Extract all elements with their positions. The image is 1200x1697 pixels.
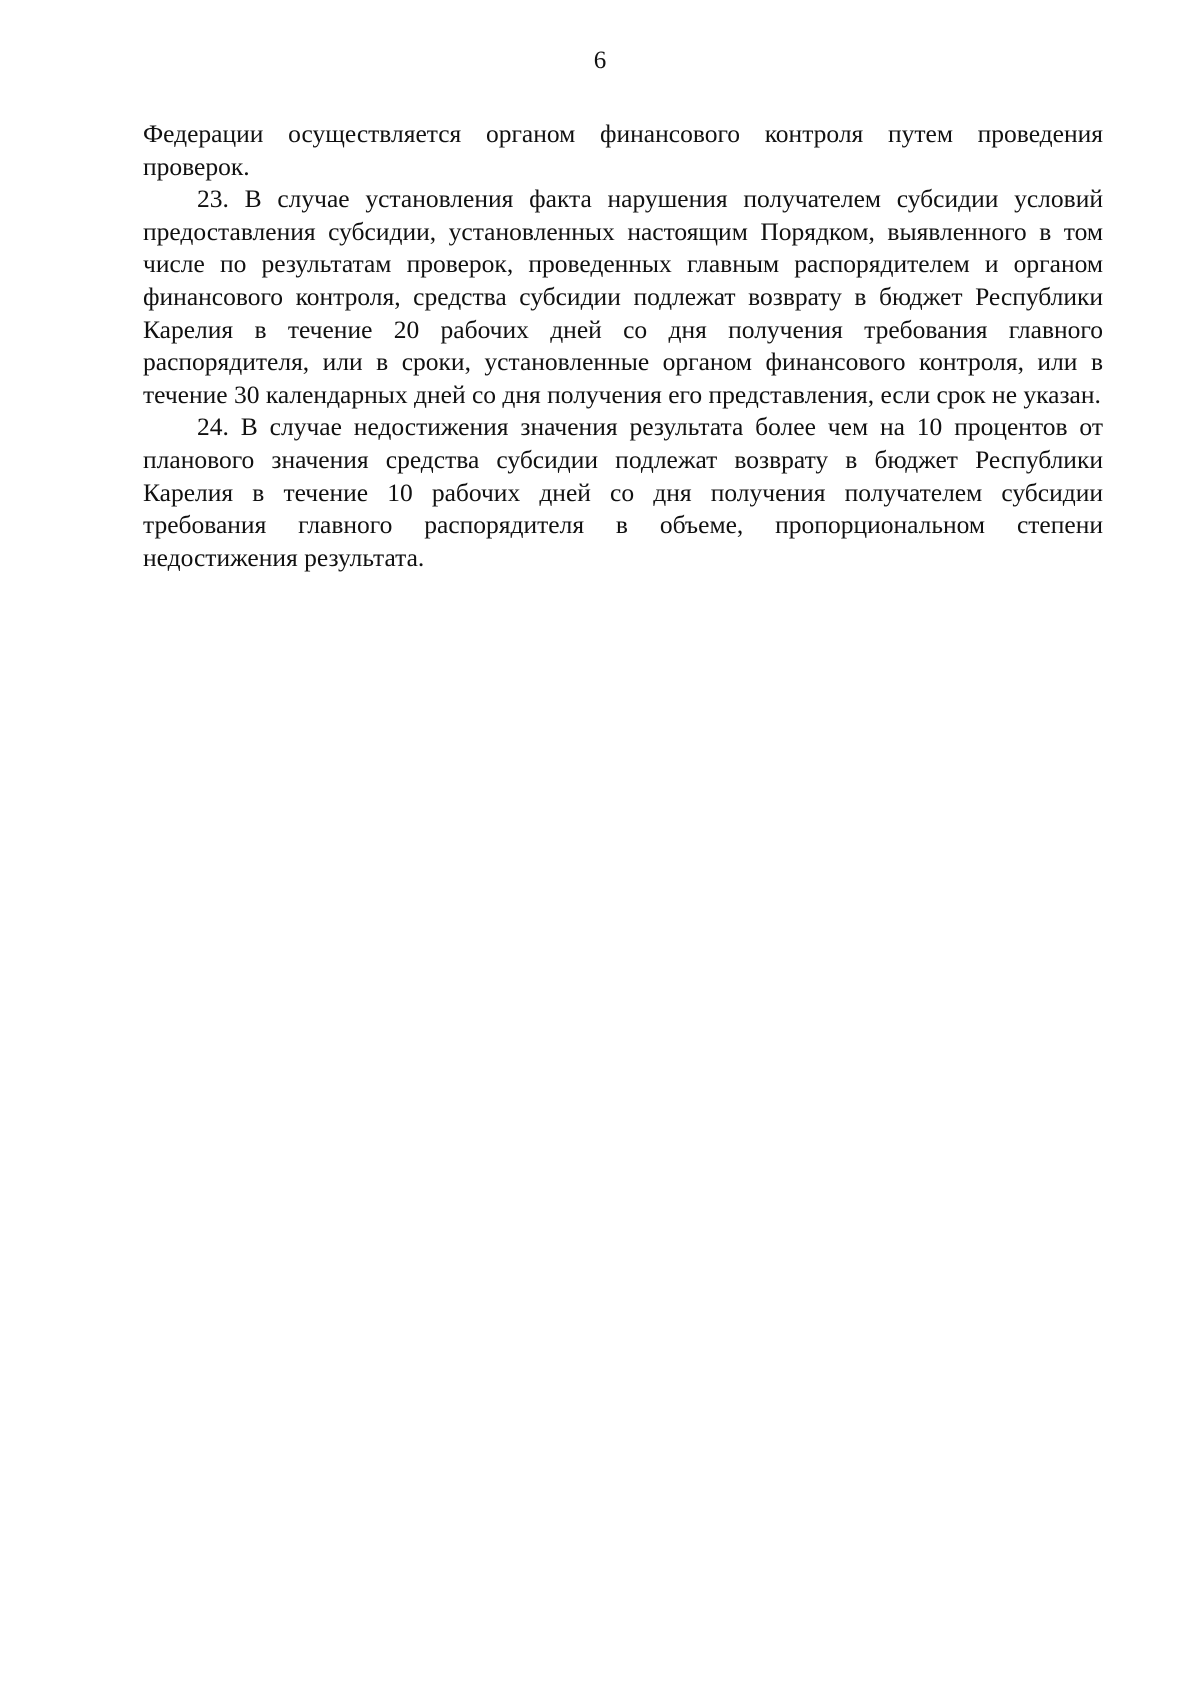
paragraph-continuation: Федерации осуществляется органом финансового контроля путем проведения проверок.	[143, 119, 1103, 181]
document-body	[143, 118, 1103, 574]
paragraph-24: 24. В случае недостижения значения результата более чем на 10 процентов от планового значения средства субсидии подлежат возврату в бюджет Республики Карелия в течение 10 рабочих дней со дня получения получателем субсидии требования главного распорядителя в объеме, пропорциональном степени недостижения результата.	[143, 412, 1103, 572]
page-number: 6	[593, 47, 607, 74]
paragraph-23: 23. В случае установления факта нарушения получателем субсидии условий предоставления субсидии, установленных настоящим Порядком, выявленного в том числе по результатам проверок, проведенных главным распорядителем и органом финансового контроля, средства субсидии подлежат возврату в бюджет Республики Карелия в течение 20 рабочих дней со дня получения требования главного распорядителя, или в сроки, установленные органом финансового контроля, или в течение 30 календарных дней со дня получения его представления, если срок не указан.	[143, 184, 1103, 409]
